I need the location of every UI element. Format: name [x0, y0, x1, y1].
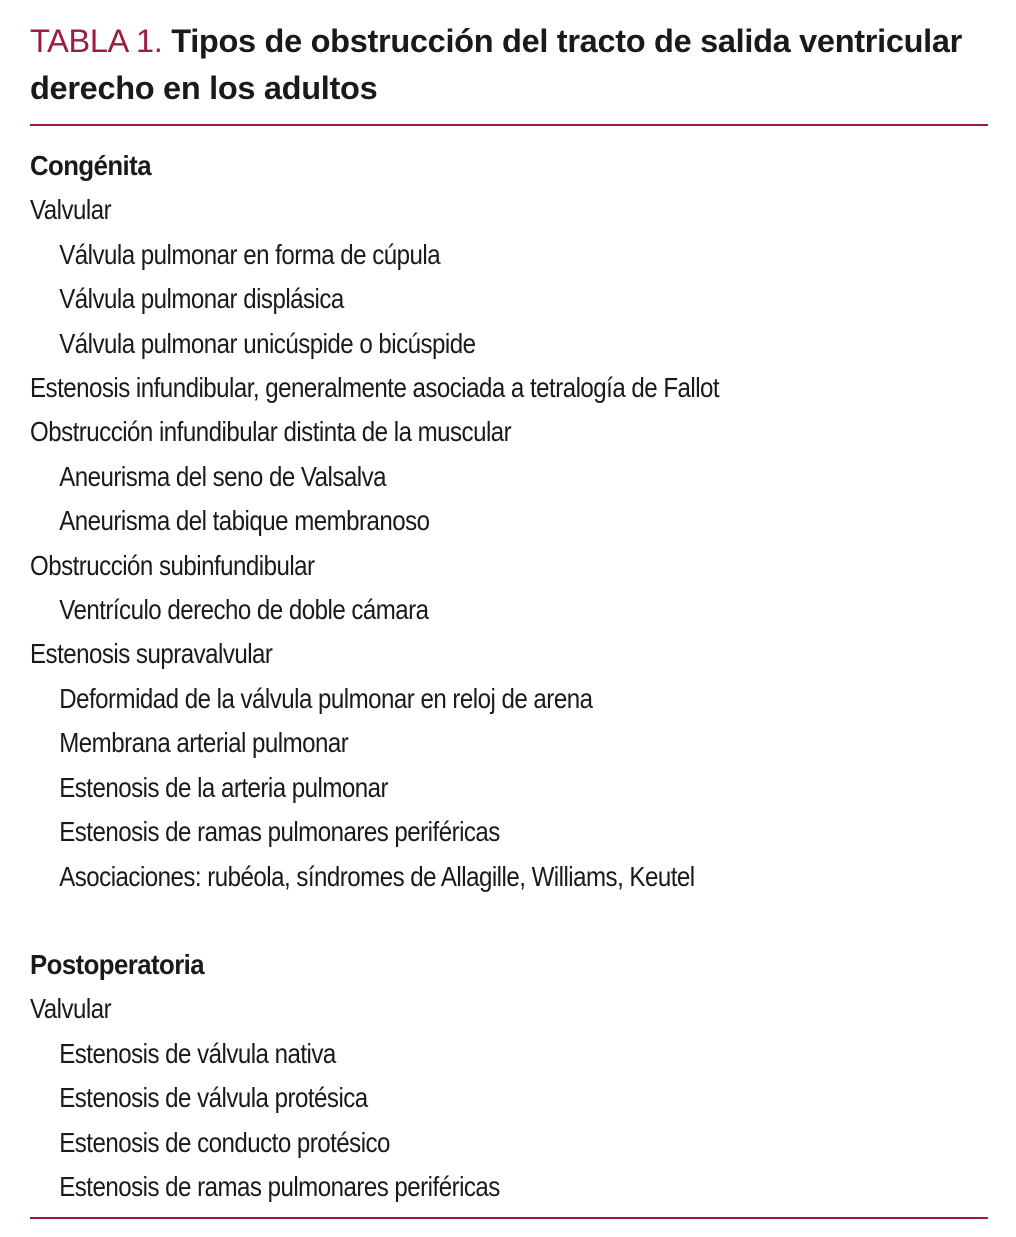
- section-items: [30, 987, 990, 1209]
- list-item: Estenosis de válvula nativa: [59, 1037, 336, 1069]
- section-postoperatoria: [30, 943, 990, 1209]
- list-item: Deformidad de la válvula pulmonar en reloj de arena: [59, 682, 593, 714]
- list-item: Estenosis supravalvular: [30, 638, 273, 670]
- list-item: Estenosis infundibular, generalmente asociada a tetralogía de Fallot: [30, 372, 720, 404]
- list-item: Obstrucción subinfundibular: [30, 549, 315, 581]
- list-item: Estenosis de válvula protésica: [59, 1082, 368, 1114]
- list-item: Válvula pulmonar en forma de cúpula: [59, 238, 441, 270]
- list-item: Aneurisma del seno de Valsalva: [59, 460, 386, 492]
- section-gap: [30, 899, 990, 943]
- section-heading: Congénita: [30, 150, 151, 181]
- list-item: Estenosis de ramas pulmonares periféricas: [59, 1170, 500, 1202]
- section-items: [30, 188, 990, 899]
- list-item: Aneurisma del tabique membranoso: [59, 505, 430, 537]
- list-item: Estenosis de ramas pulmonares periféricas: [59, 816, 500, 848]
- section-heading: Postoperatoria: [30, 948, 205, 980]
- table-title: [30, 18, 990, 112]
- list-item: Valvular: [30, 194, 112, 226]
- bottom-divider: [30, 1217, 988, 1219]
- section-congenita: [30, 144, 990, 899]
- list-item: Asociaciones: rubéola, síndromes de Allagille, Williams, Keutel: [59, 860, 695, 892]
- list-item: Obstrucción infundibular distinta de la muscular: [30, 416, 512, 448]
- list-item: Estenosis de la arteria pulmonar: [59, 771, 389, 803]
- table-container: [30, 18, 990, 1209]
- list-item: Membrana arterial pulmonar: [59, 727, 349, 759]
- top-divider: [30, 124, 988, 126]
- list-item: Válvula pulmonar unicúspide o bicúspide: [59, 327, 476, 359]
- table-label: TABLA 1.: [30, 23, 163, 59]
- list-item: Estenosis de conducto protésico: [59, 1126, 390, 1158]
- list-item: Valvular: [30, 993, 112, 1025]
- table-title-text: Tipos de obstrucción del tracto de salida ventricular derecho en los adultos: [30, 23, 963, 106]
- list-item: Válvula pulmonar displásica: [59, 283, 344, 315]
- list-item: Ventrículo derecho de doble cámara: [59, 594, 429, 626]
